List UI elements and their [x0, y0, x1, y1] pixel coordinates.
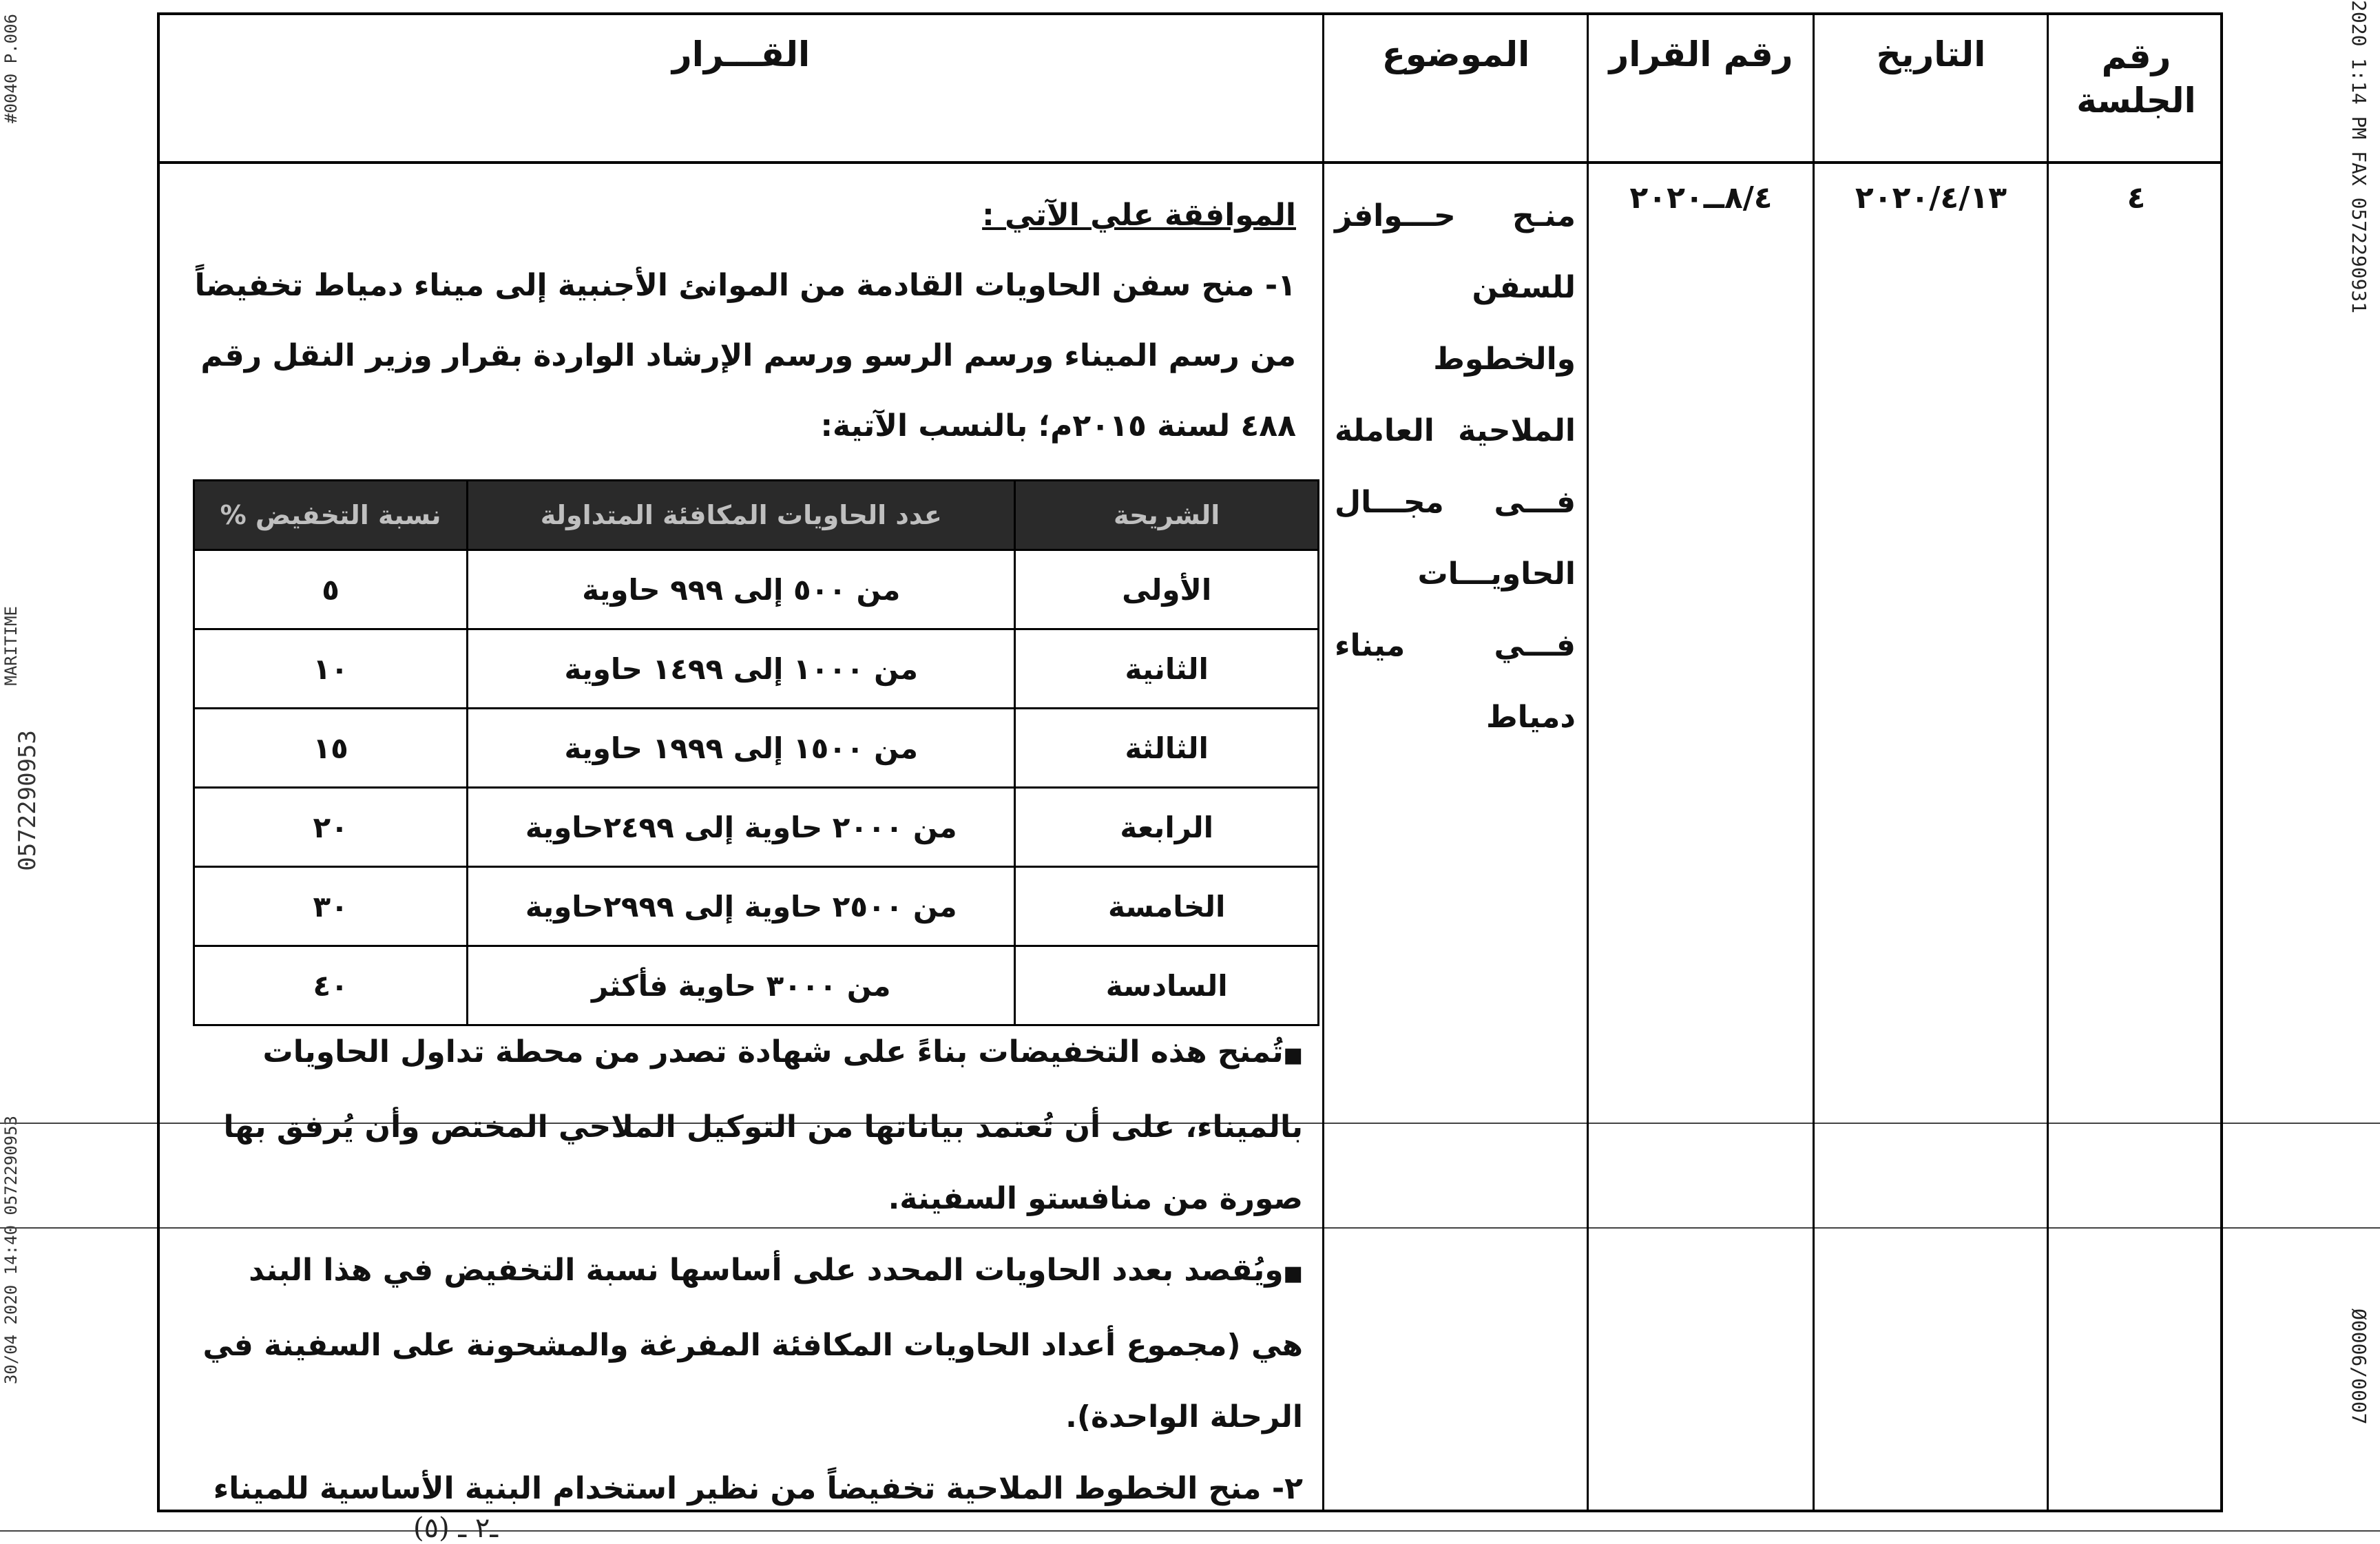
- subject-value: منـح حـــوافز للسفن والخطوط الملاحية العاملة فـــى مجـــال الحاويـــات فـــي ميناء دمياط: [1335, 198, 1576, 735]
- column-divider: [1322, 15, 1324, 1510]
- header-decision-no: رقم القرار: [1609, 34, 1793, 74]
- table-row: [194, 788, 1319, 867]
- percent-cell: ١٥: [194, 709, 468, 788]
- tier-cell: الرابعة: [1015, 788, 1319, 867]
- tier-cell: الثانية: [1015, 629, 1319, 709]
- table-row: [194, 550, 1319, 629]
- date-value: ٢٠٢٠/٤/١٣: [1855, 180, 2007, 216]
- percent-cell: ٤٠: [194, 946, 468, 1025]
- minutes-table: [157, 12, 2223, 1512]
- tier-cell: السادسة: [1015, 946, 1319, 1025]
- discount-rates-table: [193, 479, 1319, 1026]
- count-cell: من ٥٠٠ إلى ٩٩٩ حاوية: [468, 550, 1015, 629]
- table-row: [194, 946, 1319, 1025]
- fax-maritime-label: MARITIME: [1, 606, 21, 686]
- tier-cell: الخامسة: [1015, 867, 1319, 946]
- decision-item-2: ٢- منح الخطوط الملاحية تخفيضاً من نظير استخدام البنية الأساسية للميناء: [213, 1471, 1303, 1506]
- table-row: [194, 867, 1319, 946]
- decision-approval: الموافقة علي الآتي :: [982, 198, 1296, 233]
- decision-body: [187, 180, 1296, 461]
- decision-item-1: ١- منح سفن الحاويات القادمة من الموانئ الأجنبية إلى ميناء دمياط تخفيضاً من رسم الميناء ورسم الرسو ورسم الإرشاد الواردة بقرار وزير النقل رقم ٤٨٨ لسنة ٢٠١٥م؛ بالنسب الآتية:: [194, 268, 1296, 444]
- header-divider: [160, 161, 2220, 164]
- header-session-no: رقم الجلسة: [2076, 36, 2196, 121]
- bullet-icon: ■: [1283, 1043, 1303, 1067]
- count-cell: من ١٠٠٠ إلى ١٤٩٩ حاوية: [468, 629, 1015, 709]
- note-2-text: ويُقصد بعدد الحاويات المحدد على أساسها نسبة التخفيض في هذا البند هي (مجموع أعداد الحاويات المكافئة المفرغة والمشحونة على السفينة في الرحلة الواحدة).: [202, 1253, 1303, 1435]
- tier-cell: الأولى: [1015, 550, 1319, 629]
- fax-footer-line: 30/04 2020 14:40 0572290953: [1, 1116, 21, 1385]
- rates-header-row: [194, 481, 1319, 550]
- fax-header-line: 2020 1:14 PM FAX 0572290931: [2348, 0, 2370, 314]
- percent-cell: ٥: [194, 550, 468, 629]
- header-date: التاريخ: [1876, 34, 1986, 74]
- note-2: [187, 1235, 1303, 1453]
- percent-cell: ١٠: [194, 629, 468, 709]
- count-cell: من ٢٠٠٠ حاوية إلى ٢٤٩٩حاوية: [468, 788, 1015, 867]
- fax-phone: 0572290953: [14, 730, 41, 871]
- rates-header-tier: الشريحة: [1015, 481, 1319, 550]
- session-no-value: ٤: [2127, 180, 2146, 216]
- fax-page-id: #0040 P.006: [1, 14, 21, 123]
- scan-line: [0, 1530, 2380, 1532]
- count-cell: من ١٥٠٠ إلى ١٩٩٩ حاوية: [468, 709, 1015, 788]
- tier-cell: الثالثة: [1015, 709, 1319, 788]
- percent-cell: ٢٠: [194, 788, 468, 867]
- note-1: [187, 1016, 1303, 1235]
- rates-header-percent: نسبة التخفيض %: [194, 481, 468, 550]
- note-1-text: تُمنح هذه التخفيضات بناءً على شهادة تصدر من محطة تداول الحاويات بالميناء، على أن تُعتمد بياناتها من التوكيل الملاحي المختص وأن يُرفق بها صورة من منافستو السفينة.: [223, 1034, 1303, 1216]
- percent-cell: ٣٠: [194, 867, 468, 946]
- column-divider: [2047, 15, 2049, 1510]
- fax-left-margin: [0, 0, 39, 1537]
- header-subject: الموضوع: [1381, 34, 1530, 74]
- count-cell: من ٢٥٠٠ حاوية إلى ٢٩٩٩حاوية: [468, 867, 1015, 946]
- table-row: [194, 629, 1319, 709]
- decision-no-value: ٨/٤ــ٢٠٢٠: [1629, 180, 1773, 216]
- table-row: [194, 709, 1319, 788]
- column-divider: [1587, 15, 1589, 1510]
- header-decision: القـــرار: [671, 34, 811, 74]
- bullet-icon: ■: [1283, 1262, 1303, 1286]
- page-number-scribble: ـ٢ ـ (٥): [413, 1512, 499, 1544]
- count-cell: من ٣٠٠٠ حاوية فأكثر: [468, 946, 1015, 1025]
- decision-notes: [187, 1016, 1303, 1525]
- fax-right-margin: [2332, 0, 2380, 1537]
- fax-page-count: Ø0006/0007: [2348, 1308, 2370, 1425]
- column-divider: [1813, 15, 1815, 1510]
- rates-header-count: عدد الحاويات المكافئة المتداولة: [468, 481, 1015, 550]
